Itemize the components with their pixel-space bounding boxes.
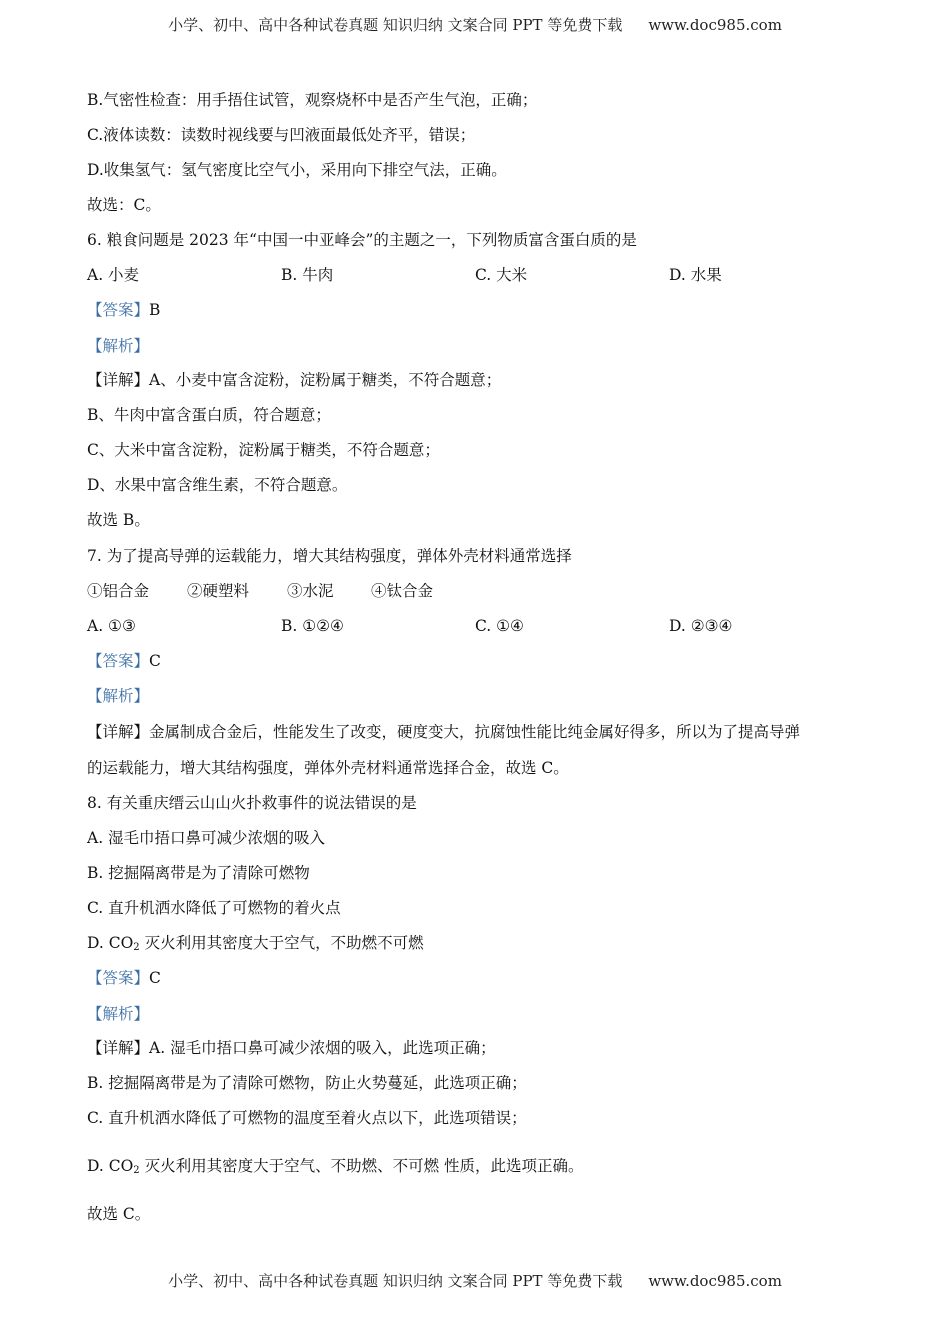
- q5-option-b-explanation: B.气密性检查：用手捂住试管，观察烧杯中是否产生气泡，正确；: [87, 91, 538, 109]
- q7-option-a: A. ①③: [87, 617, 136, 635]
- answer-label: 【答案】: [87, 301, 150, 319]
- q5-option-d-explanation: D.收集氢气：氢气密度比空气小，采用向下排空气法，正确。: [87, 161, 507, 179]
- q6-answer: [87, 300, 160, 320]
- q6-analysis-label: 【解析】: [87, 337, 150, 355]
- footer-text: 小学、初中、高中各种试卷真题 知识归纳 文案合同 PPT 等免费下载: [168, 1272, 623, 1290]
- q7-option-c: C. ①④: [475, 617, 524, 635]
- q7-stem: 7. 为了提高导弹的运载能力，增大其结构强度，弹体外壳材料通常选择: [87, 547, 572, 565]
- q8-conclusion: 故选 C。: [87, 1205, 151, 1223]
- q8-detail-d: D. $CO_2$ 灭火利用其密度大于空气、不助燃、不可燃 性质，此选项正确。: [87, 1157, 584, 1176]
- q8-answer: [87, 968, 161, 988]
- q7-material-2: ②硬塑料: [187, 582, 250, 600]
- q6-detail-d: D、水果中富含维生素，不符合题意。: [87, 476, 348, 494]
- answer-value: B: [149, 301, 161, 319]
- q8-analysis-label: 【解析】: [87, 1005, 150, 1023]
- q6-option-b: B. 牛肉: [281, 266, 334, 284]
- detail-label: 【详解】: [87, 371, 150, 389]
- q5-option-c-explanation: C.液体读数：读数时视线要与凹液面最低处齐平，错误；: [87, 126, 476, 144]
- answer-value: C: [149, 652, 161, 670]
- q8-option-a: A. 湿毛巾捂口鼻可减少浓烟的吸入: [87, 829, 326, 847]
- q6-detail-c: C、大米中富含淀粉，淀粉属于糖类，不符合题意；: [87, 441, 440, 459]
- q8-detail-c: C. 直升机洒水降低了可燃物的温度至着火点以下，此选项错误；: [87, 1109, 527, 1127]
- footer-site-link[interactable]: www.doc985.com: [648, 1272, 782, 1290]
- q7-option-d: D. ②③④: [669, 617, 733, 635]
- detail-label: 【详解】: [87, 1039, 150, 1057]
- q8-detail-a: 【详解】A. 湿毛巾捂口鼻可减少浓烟的吸入，此选项正确；: [87, 1039, 496, 1057]
- q6-option-a: A. 小麦: [87, 266, 140, 284]
- answer-label: 【答案】: [87, 652, 150, 670]
- q7-detail-line-2: 的运载能力，增大其结构强度，弹体外壳材料通常选择合金，故选 C。: [87, 759, 569, 777]
- q8-option-c: C. 直升机洒水降低了可燃物的着火点: [87, 899, 341, 917]
- q7-material-4: ④钛合金: [371, 582, 434, 600]
- q6-option-c: C. 大米: [475, 266, 528, 284]
- q6-detail-a: 【详解】A、小麦中富含淀粉，淀粉属于糖类，不符合题意；: [87, 371, 502, 389]
- answer-value: C: [149, 969, 161, 987]
- q7-material-3: ③水泥: [287, 582, 334, 600]
- q8-option-b: B. 挖掘隔离带是为了清除可燃物: [87, 864, 310, 882]
- header-text: 小学、初中、高中各种试卷真题 知识归纳 文案合同 PPT 等免费下载: [168, 16, 623, 34]
- q7-analysis-label: 【解析】: [87, 687, 150, 705]
- q6-detail-b: B、牛肉中富含蛋白质，符合题意；: [87, 406, 331, 424]
- answer-label: 【答案】: [87, 969, 150, 987]
- detail-label: 【详解】: [87, 723, 150, 741]
- q6-option-d: D. 水果: [669, 266, 722, 284]
- q8-option-d: D. $CO_2$ 灭火利用其密度大于空气，不助燃不可燃: [87, 934, 424, 953]
- q7-detail-line-1: 【详解】金属制成合金后，性能发生了改变，硬度变大，抗腐蚀性能比纯金属好得多，所以为了提高导弹: [87, 723, 801, 741]
- q6-conclusion: 故选 B。: [87, 511, 150, 529]
- q7-option-b: B. ①②④: [281, 617, 344, 635]
- page-footer: [0, 1270, 950, 1291]
- q7-material-1: ①铝合金: [87, 582, 150, 600]
- q6-stem: 6. 粮食问题是 2023 年“中国一中亚峰会”的主题之一，下列物质富含蛋白质的是: [87, 231, 637, 249]
- q8-stem: 8. 有关重庆缙云山山火扑救事件的说法错误的是: [87, 794, 417, 812]
- header-site-link[interactable]: www.doc985.com: [648, 16, 782, 34]
- q8-detail-b: B. 挖掘隔离带是为了清除可燃物，防止火势蔓延，此选项正确；: [87, 1074, 527, 1092]
- q5-conclusion: 故选：C。: [87, 196, 161, 214]
- page-header: [0, 14, 950, 35]
- q7-answer: [87, 651, 161, 671]
